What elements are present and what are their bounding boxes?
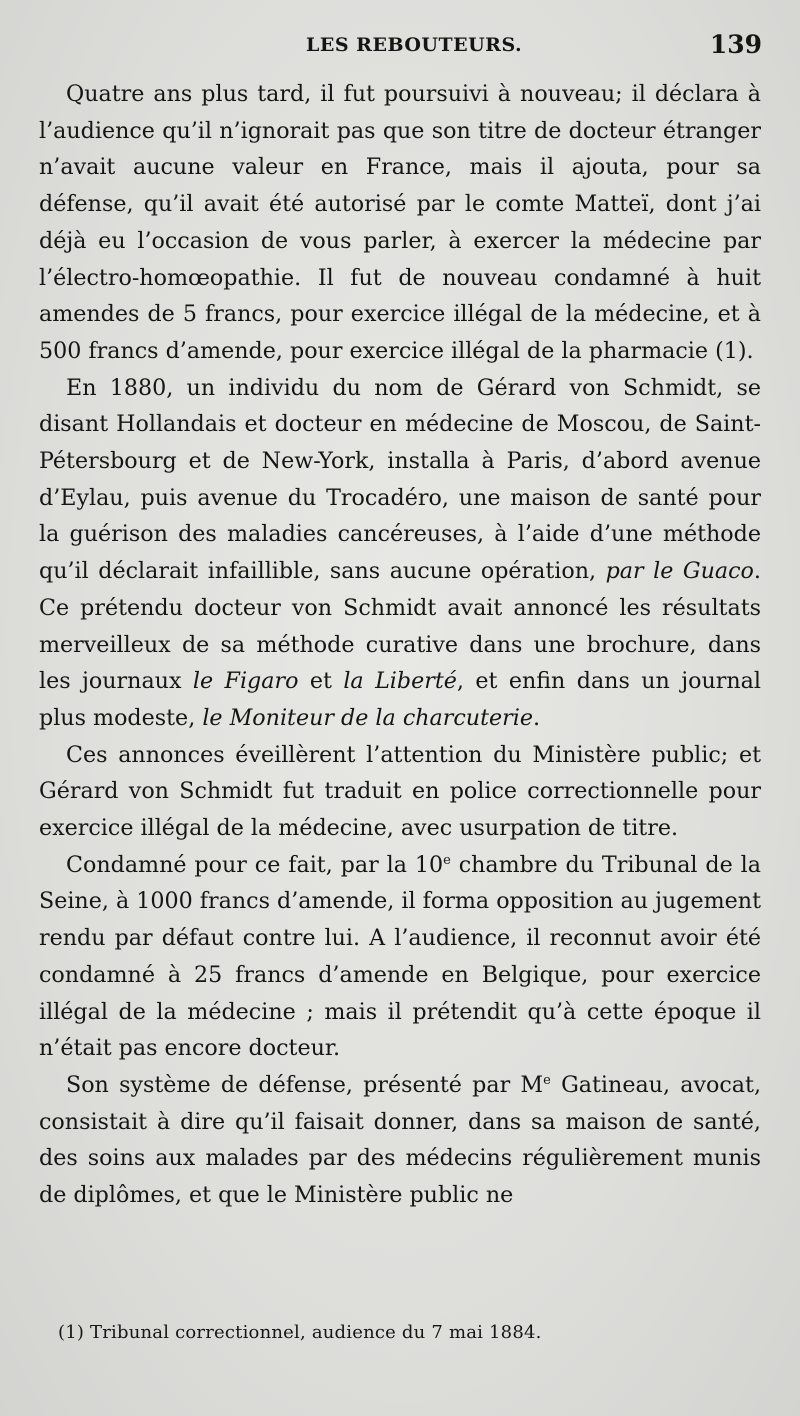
paragraph-2 bbox=[39, 370, 761, 737]
honorific-superscript: e bbox=[543, 1072, 551, 1088]
paragraph-5 bbox=[39, 1067, 761, 1214]
paragraph-1: Quatre ans plus tard, il fut poursuivi à nouveau; il déclara à l’audience qu’il n’ignorait pas que son titre de docteur étranger n’avait aucune valeur en France, mais il ajouta, pour sa défense, qu’il avait été autorisé par le comte Matteï, dont j’ai déjà eu l’occasion de vous parler, à exercer la médecine par l’électro-homœopathie. Il fut de nouveau condamné à huit amendes de 5 francs, pour exercice illégal de la médecine, et à 500 francs d’amende, pour exercice illégal de la pharmacie (1). bbox=[39, 81, 761, 364]
paragraph-2-text-i: . bbox=[532, 704, 541, 731]
footnote: (1) Tribunal correctionnel, audience du 7 mai 1884. bbox=[58, 1322, 542, 1343]
paragraph-2-text-a: En 1880, un individu du nom de Gérard von Schmidt, se disant Hollandais et docteur en médecine de Moscou, de Saint-Pétersbourg et de New-York, installa à Paris, d’abord avenue d’Eylau, puis avenue du Trocadéro, une maison de santé pour la guérison des maladies cancéreuses, à l’aide d’une méthode qu’il déclarait infaillible, sans aucune opération, bbox=[39, 374, 761, 585]
body-text bbox=[39, 76, 761, 1214]
paragraph-2-text-e: et bbox=[309, 668, 332, 695]
paragraph-5-text-a: Son système de défense, présenté par M bbox=[66, 1071, 544, 1098]
italic-title-liberte: la Liberté bbox=[343, 668, 457, 695]
ordinal-superscript: e bbox=[443, 852, 451, 868]
paragraph-3: Ces annonces éveillèrent l’attention du Ministère public; et Gérard von Schmidt fut traduit en police correctionnelle pour exercice illégal de la médecine, avec usurpation de titre. bbox=[39, 741, 761, 842]
italic-phrase-guaco: par le Guaco bbox=[605, 558, 754, 585]
page-number: 139 bbox=[709, 30, 762, 59]
italic-title-moniteur: le Moniteur de la charcuterie bbox=[202, 704, 533, 731]
paragraph-4 bbox=[39, 847, 761, 1067]
paragraph-2-text-c: . Ce prétendu docteur von Schmidt avait annoncé les résultats merveilleux de sa méthode curative dans une brochure, dans les journaux bbox=[39, 558, 761, 695]
italic-title-figaro: le Figaro bbox=[192, 668, 299, 695]
paragraph-2-text-g: , et enfin dans un journal plus modeste, bbox=[39, 668, 761, 731]
running-title: LES REBOUTEURS. bbox=[306, 34, 523, 56]
page-header bbox=[0, 30, 800, 64]
paragraph-5-text-b: Gatineau, avocat, consistait à dire qu’il faisait donner, dans sa maison de santé, des soins aux malades par des médecins régulièrement munis de diplômes, et que le Ministère public ne bbox=[39, 1071, 761, 1209]
paragraph-4-text-b: chambre du Tribunal de la Seine, à 1000 francs d’amende, il forma opposition au jugement rendu par défaut contre lui. A l’audience, il reconnut avoir été condamné à 25 francs d’amende en Belgique, pour exercice illégal de la médecine ; mais il prétendit qu’à cette époque il n’était pas encore docteur. bbox=[39, 851, 761, 1062]
paragraph-4-text-a: Condamné pour ce fait, par la 10 bbox=[66, 851, 444, 878]
